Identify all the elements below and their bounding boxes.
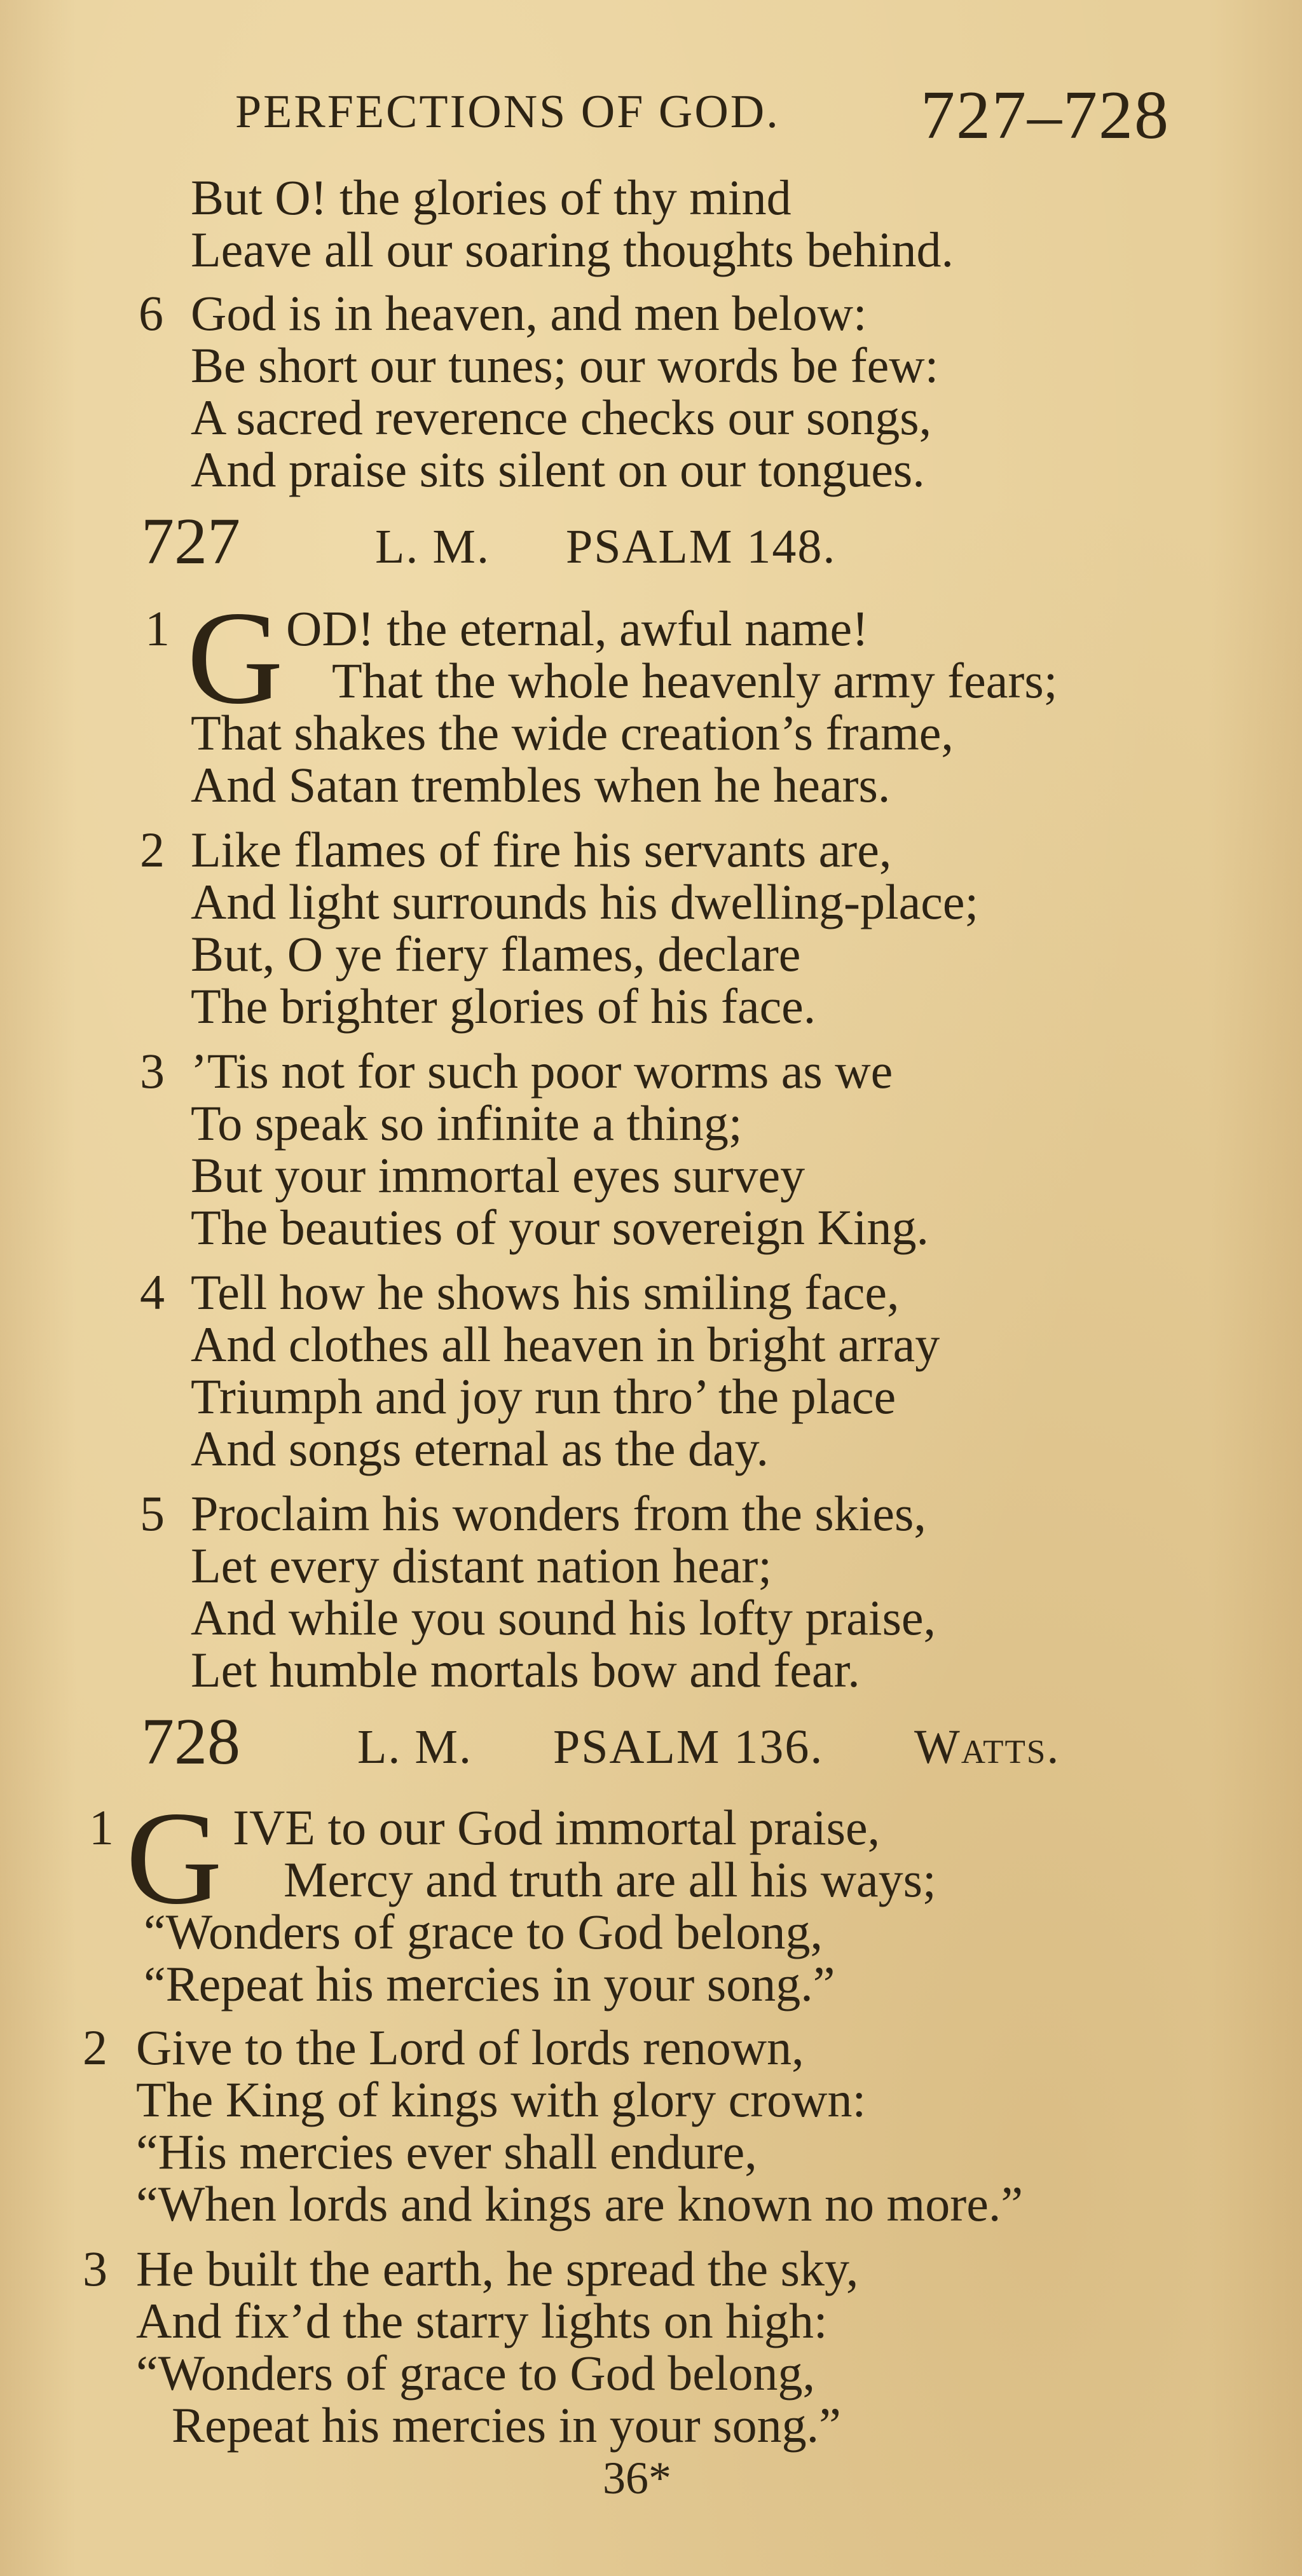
verse-line: And clothes all heaven in bright array <box>191 1317 940 1372</box>
stanza-number: 3 <box>83 2241 107 2296</box>
hymn-number: 727 <box>141 505 240 578</box>
drop-cap: G <box>187 584 284 732</box>
page-header <box>0 76 1302 153</box>
verse-line: And songs eternal as the day. <box>191 1421 769 1476</box>
verse-line: The King of kings with glory crown: <box>136 2072 867 2127</box>
verse-line: And while you sound his lofty praise, <box>191 1590 936 1645</box>
stanza-number: 4 <box>140 1264 165 1320</box>
verse-line: Be short our tunes; our words be few: <box>191 338 939 393</box>
verse-line: And light surrounds his dwelling-place; <box>191 874 979 929</box>
verse-line: Mercy and truth are all his ways; <box>284 1852 936 1907</box>
verse-line: Triumph and joy run thro’ the place <box>191 1369 896 1424</box>
verse-line: “Repeat his mercies in your song.” <box>144 1956 835 2011</box>
stanza-number: 1 <box>145 601 170 656</box>
stanza-number: 5 <box>140 1486 165 1541</box>
psalm-reference: PSALM 148. <box>566 520 837 573</box>
verse-line: Repeat his mercies in your song.” <box>172 2397 841 2453</box>
verse-line: And praise sits silent on our tongues. <box>191 442 925 497</box>
verse-line: “His mercies ever shall endure, <box>136 2124 757 2179</box>
verse-line: God is in heaven, and men below: <box>191 285 867 341</box>
psalm-reference: PSALM 136. <box>553 1720 824 1774</box>
hymn-number: 728 <box>141 1705 240 1778</box>
stanza-number: 6 <box>139 285 163 341</box>
verse-line: But your immortal eyes survey <box>191 1148 805 1203</box>
verse-line: “When lords and kings are known no more.” <box>136 2176 1023 2231</box>
verse-line: Tell how he shows his smiling face, <box>191 1264 900 1320</box>
stanza-number: 1 <box>89 1800 114 1855</box>
hymn-meter: L. M. <box>357 1720 472 1774</box>
stanza-number: 2 <box>83 2020 107 2075</box>
verse-line: OD! the eternal, awful name! <box>286 601 869 656</box>
verse-line: The brighter glories of his face. <box>191 978 816 1034</box>
verse-line: Let humble mortals bow and fear. <box>191 1642 860 1697</box>
verse-line: A sacred reverence checks our songs, <box>191 390 932 445</box>
verse-line: But, O ye fiery flames, declare <box>191 926 801 982</box>
verse-line: He built the earth, he spread the sky, <box>136 2241 859 2296</box>
verse-line: Give to the Lord of lords renown, <box>136 2020 804 2075</box>
verse-line: Leave all our soaring thoughts behind. <box>191 222 954 277</box>
running-title: PERFECTIONS OF GOD. <box>235 86 780 138</box>
verse-line: ’Tis not for such poor worms as we <box>191 1043 893 1099</box>
signature-mark: 36* <box>603 2453 671 2504</box>
verse-line: Proclaim his wonders from the skies, <box>191 1486 926 1541</box>
author-attribution: Watts. <box>914 1720 1060 1774</box>
verse-line: Let every distant nation hear; <box>191 1538 772 1593</box>
verse-line: And Satan trembles when he hears. <box>191 757 891 812</box>
hymn-range: 727–728 <box>921 78 1170 153</box>
stanza-number: 2 <box>140 822 165 877</box>
stanza-number: 3 <box>140 1043 165 1099</box>
hymn-meter: L. M. <box>375 520 490 573</box>
verse-line: But O! the glories of thy mind <box>191 170 791 225</box>
verse-line: Like flames of fire his servants are, <box>191 822 892 877</box>
drop-cap: G <box>126 1785 223 1932</box>
verse-line: “Wonders of grace to God belong, <box>144 1904 823 1959</box>
verse-line: To speak so infinite a thing; <box>191 1095 743 1151</box>
verse-line: IVE to our God immortal praise, <box>233 1800 881 1855</box>
verse-line: “Wonders of grace to God belong, <box>136 2345 816 2401</box>
verse-line: That shakes the wide creation’s frame, <box>191 705 954 760</box>
hymn-728-heading <box>0 1705 1302 1778</box>
verse-line: The beauties of your sovereign King. <box>191 1200 929 1255</box>
verse-line: And fix’d the starry lights on high: <box>136 2293 828 2348</box>
verse-line: That the whole heavenly army fears; <box>332 653 1058 708</box>
hymn-727-heading <box>0 505 1302 578</box>
